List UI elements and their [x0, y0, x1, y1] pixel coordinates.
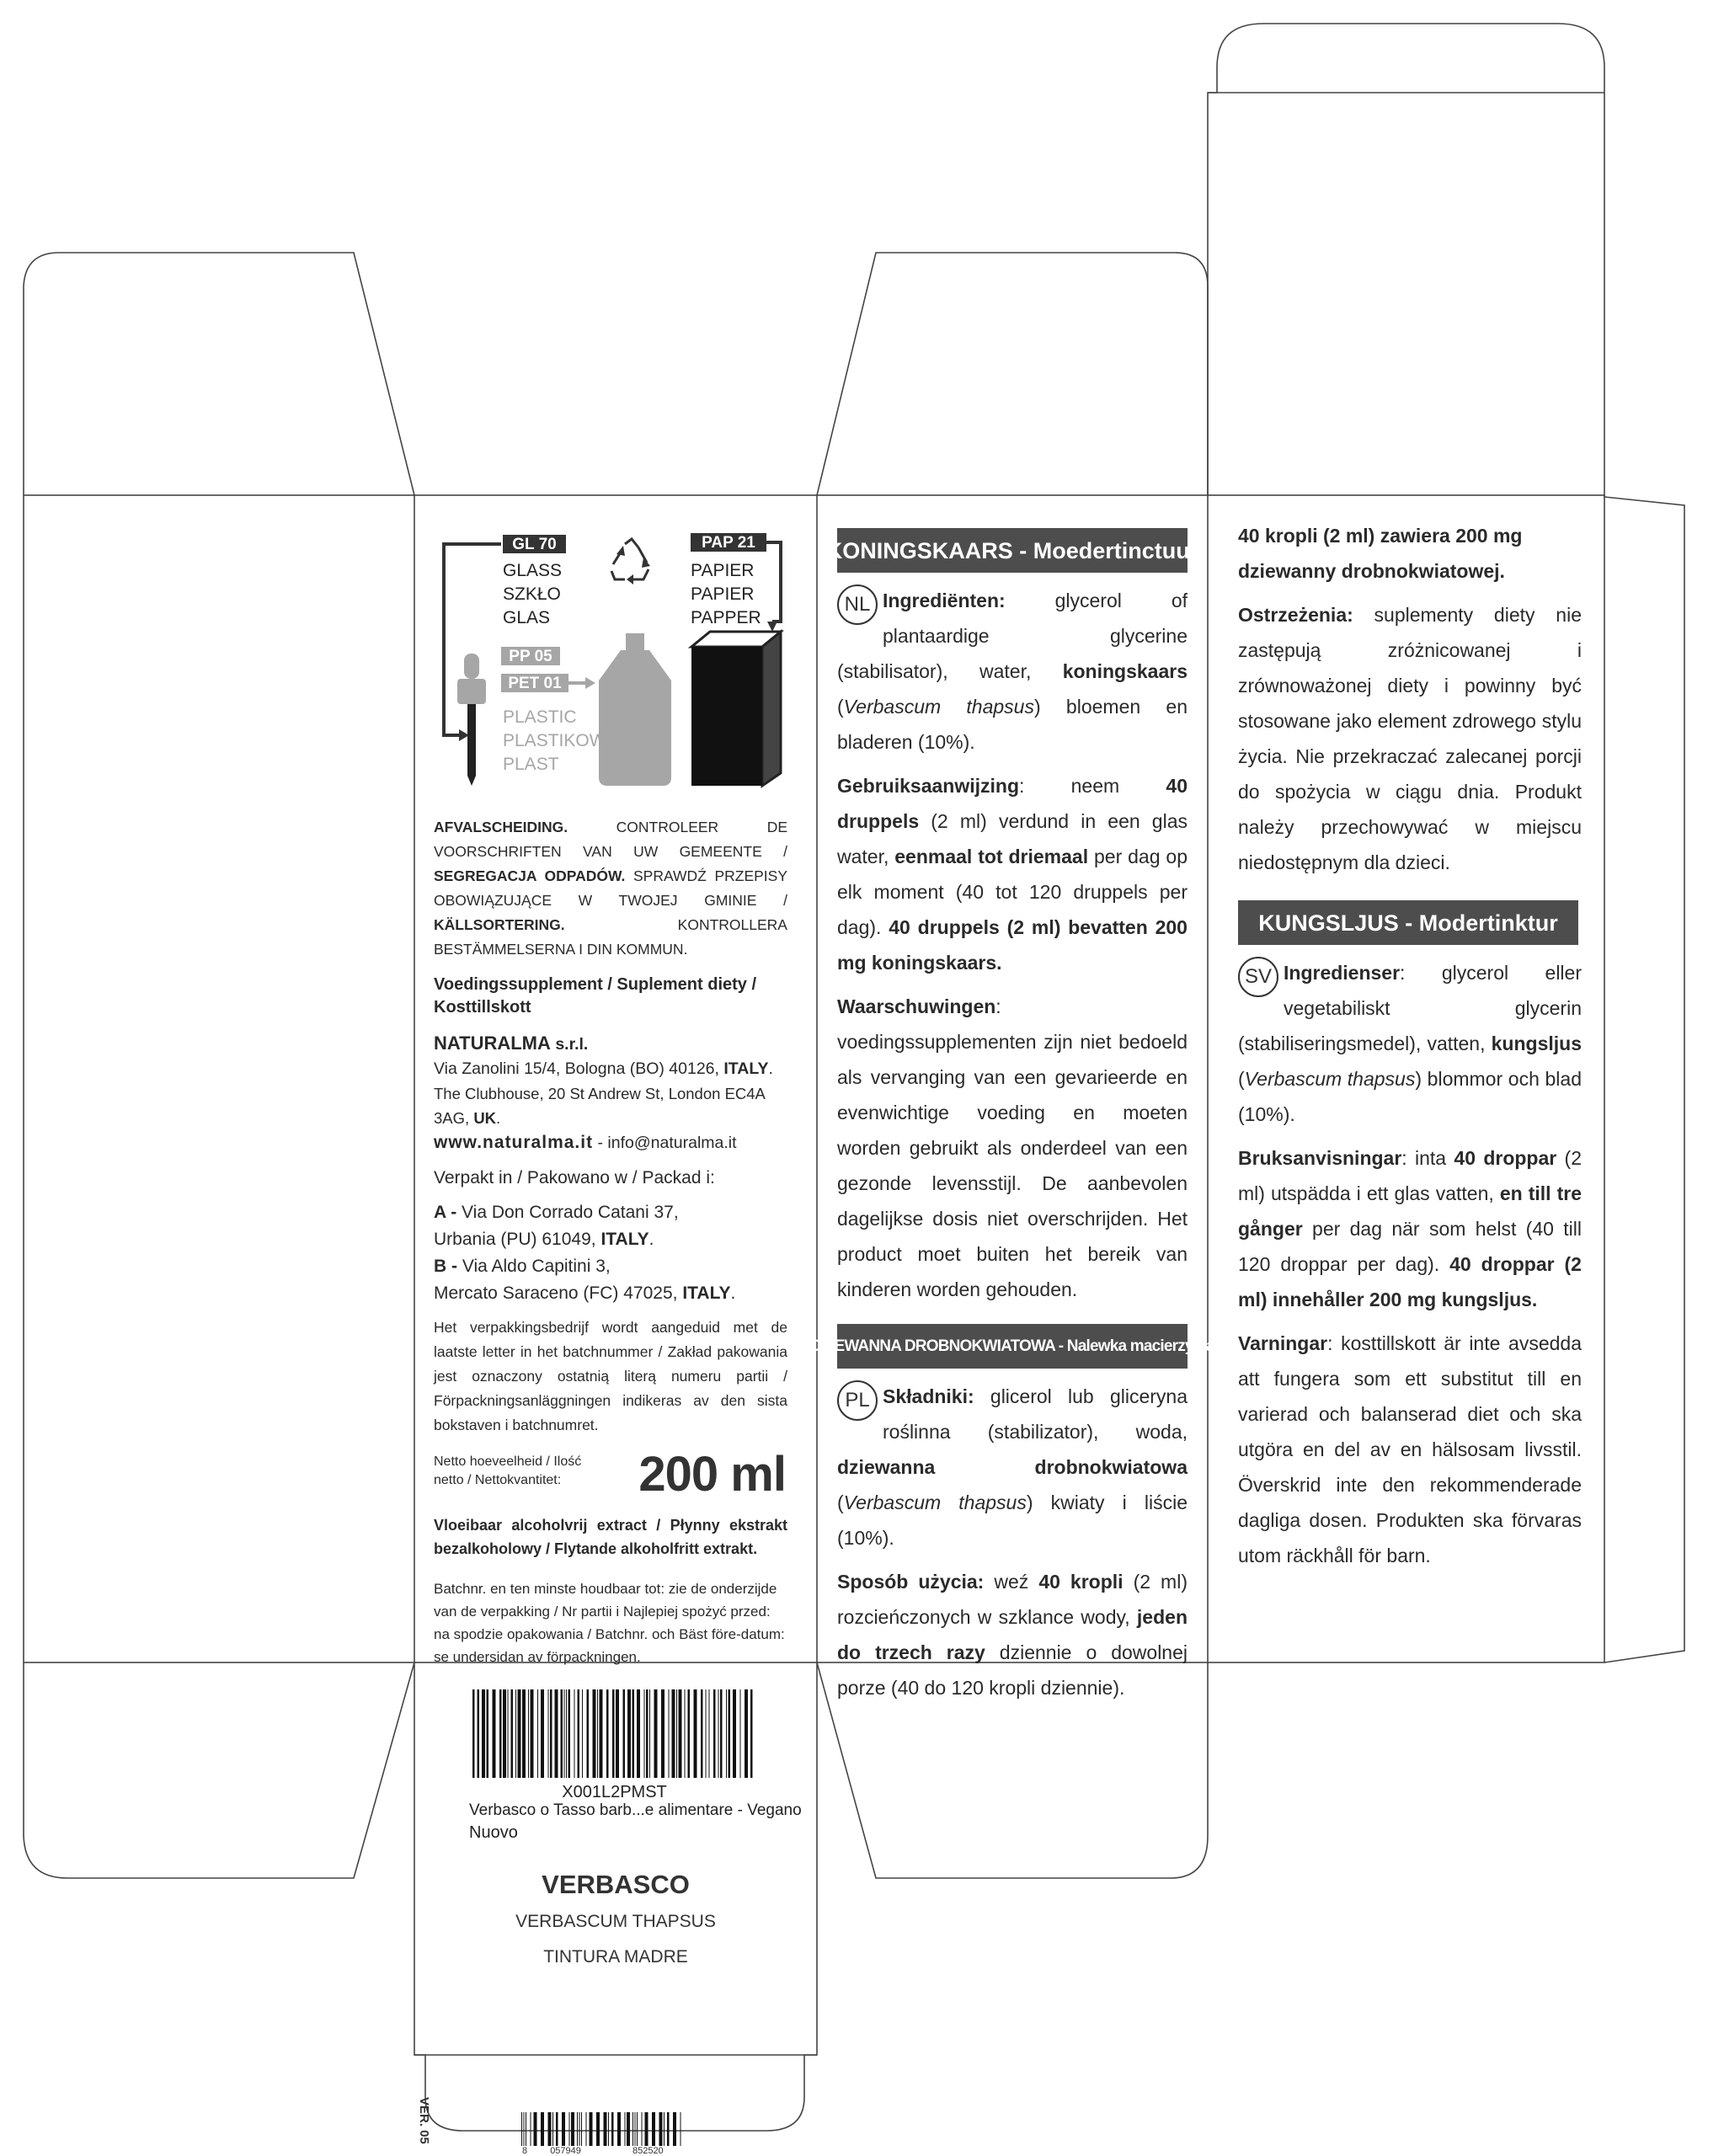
barcode-bar	[701, 1689, 703, 1778]
barcode-bar	[635, 2112, 636, 2146]
barcode-bar	[673, 2112, 676, 2146]
sv-use-bold1: 40 droppar	[1454, 1147, 1557, 1169]
pl-use-text2: (2 ml) rozcieńczonych w szklance wody,	[837, 1571, 1188, 1628]
barcode-bar	[745, 1689, 748, 1778]
nl-ing-text3: ) bloemen en bladeren (10%).	[837, 696, 1188, 753]
waste-nl-text: CONTROLEER DE VOORSCHRIFTEN VAN UW GEMEENTE /	[434, 819, 787, 860]
pl-ing-italic: Verbascum thapsus	[843, 1492, 1027, 1513]
net-label: Netto hoeveelheid / Ilość netto / Nettokvantitet:	[434, 1454, 582, 1487]
pl-ing-text2: (	[837, 1492, 844, 1513]
ean-barcode	[518, 2112, 686, 2146]
company-address-2: The Clubhouse, 20 St Andrew St, London EC4A 3AG,	[434, 1085, 765, 1127]
barcode-bar	[612, 1689, 615, 1778]
sv-usage	[1238, 1140, 1582, 1317]
packed-a-line1: Via Don Corrado Catani 37,	[456, 1203, 679, 1222]
barcode-bar	[706, 1689, 707, 1778]
paper-label-2: PAPIER	[691, 584, 755, 604]
packed-b-line2: Mercato Saraceno (FC) 47025,	[434, 1283, 683, 1303]
glass-label-1: GLASS	[503, 561, 563, 580]
nl-warn-label: Waarschuwingen	[837, 995, 996, 1017]
pl-language-badge	[837, 1380, 878, 1421]
barcode-bar	[664, 2112, 665, 2146]
company-web[interactable]: www.naturalma.it	[434, 1133, 594, 1152]
packed-a-country: ITALY	[600, 1230, 649, 1249]
ean-digits-3: 852520	[632, 2146, 664, 2156]
barcode-bar	[590, 2112, 593, 2146]
glass-label-3: GLAS	[503, 608, 551, 627]
barcode-bar	[632, 2112, 633, 2146]
barcode-bar	[571, 2112, 574, 2146]
pp-code: PP 05	[509, 648, 552, 665]
waste-pl-text: SPRAWDŹ PRZEPISY OBOWIĄZUJĄCE W TWOJEJ GMINIE /	[434, 867, 787, 909]
nl-ingredients	[837, 583, 1188, 760]
plastic-label-1: PLASTIC	[503, 707, 577, 727]
packed-b-line1: Via Aldo Capitini 3,	[457, 1257, 611, 1276]
barcode-bar	[616, 1689, 619, 1778]
pet-code: PET 01	[508, 675, 562, 692]
nl-use-bold2: eenmaal tot driemaal	[894, 846, 1089, 867]
barcode-bar	[515, 1689, 516, 1778]
sv-ing-bold: kungsljus	[1491, 1033, 1582, 1054]
packed-a-label: A -	[434, 1203, 457, 1222]
barcode-bar	[568, 1689, 571, 1778]
barcode-block	[469, 1689, 760, 1802]
barcode-bar	[552, 2112, 553, 2146]
sv-ingredients	[1238, 955, 1582, 1132]
pl-ing-text1: glicerol lub gliceryna roślinna (stabilizator), woda,	[883, 1385, 1188, 1443]
pl-ing-bold: dziewanna drobnokwiatowa	[837, 1456, 1188, 1478]
barcode-bar	[574, 1689, 575, 1778]
waste-nl-bold: AFVALSCHEIDING.	[434, 819, 568, 835]
glass-label-2: SZKŁO	[503, 584, 561, 604]
packed-a-line2: Urbania (PU) 61049,	[434, 1230, 601, 1249]
nl-title-band	[825, 528, 1199, 573]
barcode-bar	[493, 1689, 496, 1778]
nl-use-text2: (2 ml) verdund in een glas water,	[837, 810, 1188, 867]
company-block: NATURALMA s.r.l. Via Zanolini 15/4, Bologna (BO) 40126, ITALY. The Clubhouse, 20 St Andrew St, London EC4A 3AG, UK. www.naturalma.it - info@naturalma.it	[434, 1033, 773, 1152]
barcode-bar	[617, 2112, 621, 2146]
company-country-2: UK	[473, 1109, 497, 1127]
barcode-bar	[646, 1689, 649, 1778]
sv-title-band	[1238, 900, 1578, 945]
paper-labels	[691, 559, 761, 630]
barcode-bar	[541, 1689, 544, 1778]
barcode-bar	[667, 2112, 670, 2146]
pl-use-bold3: 40 kropli (2 ml) zawiera 200 mg dziewanny drobnokwiatowej.	[1238, 525, 1523, 582]
barcode-bar	[586, 2112, 587, 2146]
pl-dosage	[1238, 518, 1582, 589]
barcode-bar	[578, 1689, 580, 1778]
pl-ingredients	[837, 1379, 1188, 1556]
barcode-bar	[604, 2112, 607, 2146]
barcode-bar	[729, 1689, 731, 1778]
barcode-bar	[472, 1689, 475, 1778]
sv-use-label: Bruksanvisningar	[1238, 1147, 1402, 1169]
barcode-bar	[750, 1689, 753, 1778]
pl-warn-text: suplementy diety nie zastępują zróżnicowanej i zrównoważonej diety i powinny być stosowane jako element zdrowego stylu życia. Nie przekraczać zalecanej porcji do spożycia w ciągu dnia. Produkt należy przechowywać w miejscu niedostępnym dla dzieci.	[1238, 604, 1582, 873]
glass-code: GL 70	[512, 536, 557, 553]
nl-ing-text2: (	[837, 696, 844, 718]
barcode-bar	[644, 1689, 645, 1778]
barcode-bar	[487, 1689, 489, 1778]
ean-digit-1: 8	[522, 2146, 528, 2156]
barcode-bar	[625, 2112, 626, 2146]
pl-use-text1: weź	[984, 1571, 1039, 1593]
sv-warnings	[1238, 1326, 1582, 1573]
nl-title: KONINGSKAARS - Moedertinctuur	[825, 537, 1199, 563]
recycle-icon	[606, 536, 657, 586]
barcode-bar	[579, 2112, 580, 2146]
barcode-bar	[564, 1689, 565, 1778]
barcode-bar	[608, 2112, 609, 2146]
pl-title: DZIEWANNA DROBNOKWIATOWA - Nalewka macierzysta	[810, 1337, 1214, 1355]
pl-use-bold2: jeden do trzech razy	[837, 1606, 1188, 1663]
sv-use-text3: per dag när som helst (40 till 120 droppar per dag).	[1238, 1218, 1582, 1275]
nl-pl-panel	[810, 528, 1214, 1705]
barcode-bar	[522, 1689, 526, 1778]
barcode-bar	[679, 1689, 682, 1778]
barcode-bar	[503, 1689, 506, 1778]
barcode-bar	[478, 1689, 480, 1778]
nl-ing-text1: glycerol of plantaardige glycerine (stabilisator), water,	[837, 590, 1188, 682]
barcode-bar	[511, 1689, 514, 1778]
company-suffix: s.r.l.	[550, 1035, 589, 1054]
barcode-bar	[642, 2112, 643, 2146]
barcode-bar	[669, 1689, 670, 1778]
company-email[interactable]: - info@naturalma.it	[593, 1134, 737, 1152]
company-name: NATURALMA	[434, 1033, 551, 1054]
waste-sv-text: KONTROLLERA BESTÄMMELSERNA I DIN KOMMUN.	[434, 916, 787, 958]
barcode-bar	[606, 1689, 609, 1778]
nl-warn-text: : voedingssupplementen zijn niet bedoeld als vervanging van een gevarieerde en evenwichtige voeding en moeten worden gebruikt als onderdeel van een gezonde levensstijl. De aanbevolen dagelijkse dosis niet overschrijden. Het product moet buiten het bereik van kinderen worden gehouden.	[837, 995, 1188, 1300]
barcode-bar	[637, 1689, 640, 1778]
paper-label-3: PAPPER	[691, 608, 761, 627]
barcode-bar	[627, 1689, 631, 1778]
sv-ing-text2: (	[1238, 1068, 1245, 1090]
barcode-bar	[720, 1689, 723, 1778]
sv-language-badge	[1238, 957, 1278, 997]
nl-use-text3: per dag op elk moment (40 tot 120 druppels per dag).	[837, 846, 1188, 938]
packed-title: Verpakt in / Pakowano w / Packad i:	[434, 1168, 715, 1187]
nl-badge-text: NL	[844, 593, 871, 616]
barcode-bar	[587, 1689, 590, 1778]
company-country-1: ITALY	[723, 1059, 769, 1078]
paper-label-1: PAPIER	[691, 561, 755, 580]
plastic-label-3: PLAST	[503, 755, 559, 774]
nl-use-bold1: 40 druppels	[837, 775, 1188, 832]
ean-digits-2: 057949	[550, 2146, 581, 2156]
net-value: 200 ml	[638, 1447, 786, 1502]
batch-note: Batchnr. en ten minste houdbaar tot: zie de onderzijde van de verpakking / Nr partii i Najlepiej spożyć przed: na spodzie opakowania / Batchnr. och Bäst före-datum: se undersidan av förpackningen.	[434, 1581, 785, 1665]
barcode-bar	[659, 2112, 663, 2146]
barcode-bar	[694, 1689, 697, 1778]
nl-use-text1: : neem	[1019, 775, 1166, 797]
packed-note: Het verpakkingsbedrijf wordt aangeduid met de laatste letter in het batchnummer / Zakład pakowania jest oznaczony ostatnią literą numeru partii / Förpackningsanläggningen indikeras av den sista bokstaven i batchnumret.	[434, 1319, 787, 1433]
waste-pl-bold: SEGREGACJA ODPADÓW.	[434, 867, 626, 884]
nl-ing-italic: Verbascum thapsus	[843, 696, 1034, 718]
barcode-bar	[548, 1689, 549, 1778]
sv-ing-label: Ingredienser	[1284, 962, 1401, 984]
barcode-bar	[713, 1689, 716, 1778]
pl-ing-text3: ) kwiaty i liście (10%).	[837, 1492, 1188, 1549]
pl-warn-label: Ostrzeżenia:	[1238, 604, 1353, 626]
barcode-bar	[596, 2112, 600, 2146]
barcode-bar	[499, 1689, 502, 1778]
barcode-bar	[676, 1689, 677, 1778]
barcode-bar	[562, 2112, 565, 2146]
packed-b-country: ITALY	[682, 1283, 731, 1303]
plastic-label-2: PLASTIKOWY	[503, 731, 618, 750]
pl-badge-text: PL	[845, 1389, 870, 1412]
barcode-bar	[627, 2112, 630, 2146]
company-address-1: Via Zanolini 15/4, Bologna (BO) 40126,	[434, 1059, 724, 1078]
barcode-bar	[582, 1689, 583, 1778]
pl-use-bold1: 40 kropli	[1038, 1571, 1124, 1593]
sv-ing-text3: ) blommor och blad (10%).	[1238, 1068, 1583, 1125]
barcode-bar	[524, 2112, 525, 2146]
barcode-bar	[581, 2112, 582, 2146]
barcode-bar	[482, 1689, 485, 1778]
sv-use-text1: : inta	[1401, 1147, 1454, 1169]
barcode-bar	[548, 2112, 552, 2146]
pl-sv-panel	[1238, 518, 1582, 1573]
barcode-bar	[632, 1689, 635, 1778]
waste-sv-bold: KÄLLSORTERING.	[434, 916, 565, 933]
barcode-bar	[528, 1689, 529, 1778]
pl-use-label: Sposób użycia:	[837, 1571, 985, 1593]
sv-badge-text: SV	[1244, 965, 1272, 988]
nl-ing-label: Ingrediënten:	[883, 590, 1006, 611]
barcode-condition: Nuovo	[469, 1823, 518, 1842]
sv-warn-text: : kosttillskott är inte avsedda att fungera som ett substitut till en varierad och balanserad diet och ska utgöra en del av en hälsosam livsstil. Överskrid inte den rekommenderade dagliga dosen. Produkten ska förvaras utom räckhåll för barn.	[1238, 1332, 1582, 1566]
product-latin: VERBASCUM THAPSUS	[515, 1912, 716, 1931]
barcode-bar	[623, 1689, 626, 1778]
barcode-bar	[556, 2112, 558, 2146]
pl-usage	[837, 1564, 1188, 1705]
nl-ing-bold: koningskaars	[1062, 660, 1188, 682]
sv-warn-label: Varningar	[1238, 1332, 1328, 1354]
pl-ing-label: Składniki:	[883, 1385, 974, 1407]
version-label: VER. 05	[417, 2097, 431, 2144]
barcode-description: Verbasco o Tasso barb...e alimentare - Vegano	[469, 1801, 802, 1819]
barcode-bar	[661, 1689, 665, 1778]
barcode-bar	[709, 1689, 710, 1778]
barcode-bar	[726, 1689, 727, 1778]
paper-code: PAP 21	[702, 534, 755, 552]
barcode-bar	[518, 1689, 521, 1778]
barcode-bar	[593, 1689, 596, 1778]
nl-use-label: Gebruiksaanwijzing	[837, 775, 1019, 797]
pl-use-text3: dziennie o dowolnej porze (40 do 120 kropli dziennie).	[837, 1641, 1188, 1699]
sv-use-text2: (2 ml) utspädda i ett glas vatten,	[1238, 1147, 1582, 1204]
barcode-bar	[652, 2112, 655, 2146]
barcode-bar	[577, 2112, 578, 2146]
barcode-bar	[569, 2112, 570, 2146]
plastic-labels	[503, 706, 618, 776]
barcode-bar	[611, 2112, 614, 2146]
net-quantity	[434, 1447, 787, 1502]
barcode-bar	[637, 2112, 638, 2146]
barcode-bar	[561, 1689, 563, 1778]
barcode-bar	[531, 1689, 534, 1778]
barcode-bar	[555, 1689, 558, 1778]
product-type: TINTURA MADRE	[543, 1947, 688, 1967]
sv-use-bold2: en till tre gånger	[1238, 1182, 1582, 1240]
barcode	[469, 1689, 760, 1778]
barcode-bar	[688, 1689, 691, 1778]
nl-usage	[837, 768, 1188, 980]
sv-use-bold3: 40 droppar (2 ml) innehåller 200 mg kungsljus.	[1238, 1253, 1582, 1310]
barcode-bar	[537, 1689, 538, 1778]
barcode-bar	[600, 1689, 603, 1778]
glass-labels	[503, 559, 562, 630]
info-panel	[434, 529, 787, 1668]
nl-warnings	[837, 989, 1188, 1307]
barcode-code: X001L2PMST	[562, 1783, 667, 1801]
waste-separation-text	[434, 815, 787, 962]
barcode-bar	[672, 1689, 675, 1778]
nl-use-bold3: 40 druppels (2 ml) bevatten 200 mg koningskaars.	[837, 916, 1188, 974]
barcode-bar	[508, 1689, 509, 1778]
supplement-title: Voedingssupplement / Suplement diety / Kosttillskott	[434, 975, 757, 1017]
pl-warnings	[1238, 597, 1582, 880]
packed-b-label: B -	[434, 1257, 457, 1276]
sv-ing-text1: : glycerol eller vegetabiliskt glycerin (stabiliseringsmedel), vatten,	[1238, 962, 1582, 1054]
barcode-bar	[733, 1689, 736, 1778]
recycling-diagram	[434, 529, 787, 790]
sv-ing-italic: Verbascum thapsus	[1244, 1068, 1416, 1090]
pl-title-band	[810, 1324, 1214, 1369]
barcode-bar	[534, 2112, 537, 2146]
barcode-bar	[541, 2112, 544, 2146]
barcode-bar	[649, 1689, 650, 1778]
packed-addresses: A - Via Don Corrado Catani 37, Urbania (PU) 61049, ITALY. B - Via Aldo Capitini 3, Mercato Saraceno (FC) 47025, ITALY.	[434, 1203, 736, 1303]
nl-language-badge	[837, 584, 878, 625]
barcode-bar	[566, 1689, 567, 1778]
barcode-bar	[597, 1689, 598, 1778]
sv-title: KUNGSLJUS - Modertinktur	[1258, 910, 1558, 936]
barcode-bar	[654, 1689, 658, 1778]
ean-numbers	[522, 2146, 664, 2156]
barcode-bar	[550, 1689, 552, 1778]
barcode-bar	[718, 1689, 719, 1778]
barcode-bar	[645, 2112, 649, 2146]
barcode-bar	[521, 2112, 522, 2146]
barcode-bar	[740, 1689, 741, 1778]
product-name: VERBASCO	[542, 1870, 690, 1899]
extract-title: Vloeibaar alcoholvrij extract / Płynny ekstrakt bezalkoholowy / Flytande alkoholfritt extrakt.	[434, 1517, 787, 1557]
barcode-bar	[685, 1689, 686, 1778]
